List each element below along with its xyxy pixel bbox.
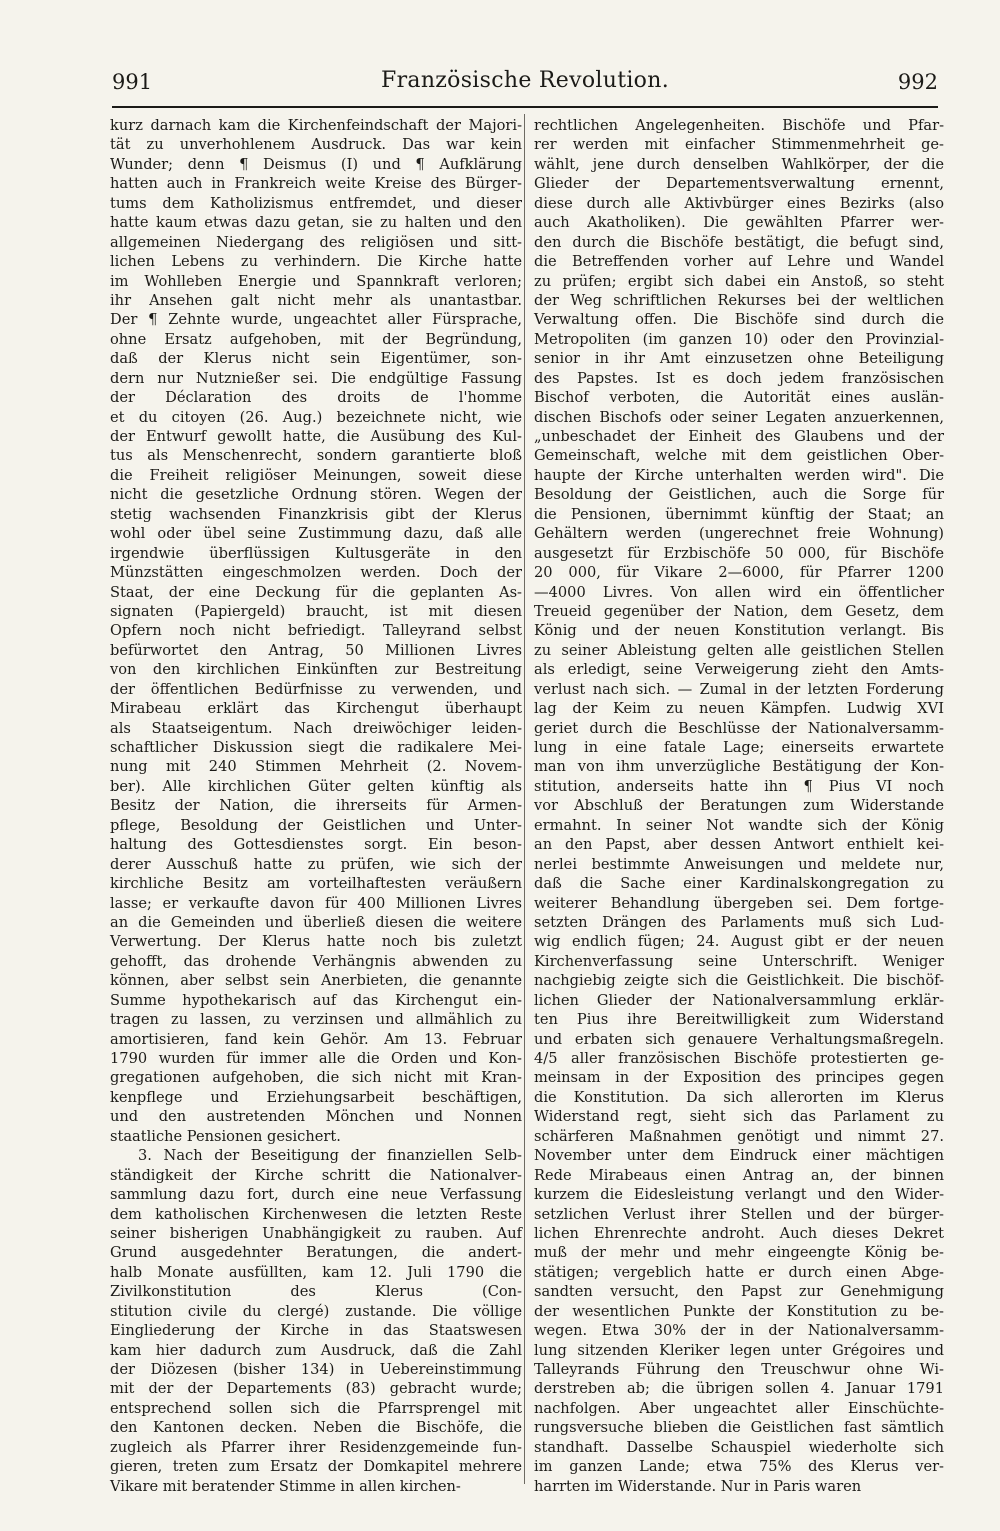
text-line: befürwortet den Antrag, 50 Millionen Livres [110,641,522,659]
text-line: setzten Drängen des Parlaments muß sich Lud- [534,913,944,931]
text-line: amortisieren, fand kein Gehör. Am 13. Februar [110,1030,522,1048]
right-text-column [534,116,944,1496]
text-line: ihr Ansehen galt nicht mehr als unantastbar. [110,291,522,309]
text-line: nerlei bestimmte Anweisungen und meldete nur, [534,855,944,873]
text-line: ständigkeit der Kirche schritt die Nationalver- [110,1166,522,1184]
right-page-number: 992 [897,70,938,94]
text-line: lichen Ehrenrechte androht. Auch dieses Dekret [534,1224,944,1242]
text-line: stitution civile du clergé) zustande. Die völlige [110,1302,522,1320]
text-line: die Konstitution. Da sich allerorten im Klerus [534,1088,944,1106]
text-line: setzlichen Verlust ihrer Stellen und der bürger- [534,1205,944,1223]
text-line: stitution, anderseits hatte ihn ¶ Pius VI noch [534,777,944,795]
text-line: haupte der Kirche unterhalten werden wird". Die [534,466,944,484]
text-line: Kirchenverfassung seine Unterschrift. Weniger [534,952,944,970]
text-line: entsprechend sollen sich die Pfarrsprengel mit [110,1399,522,1417]
text-line: haltung des Gottesdienstes sorgt. Ein beson- [110,836,522,854]
text-line: die Betreffenden vorher auf Lehre und Wandel [534,253,944,271]
text-line: tus als Menschenrecht, sondern garantierte bloß [110,447,522,465]
text-line: kurz darnach kam die Kirchenfeindschaft der Majori- [110,117,522,134]
text-line: rer werden mit einfacher Stimmenmehrheit ge- [534,136,944,154]
text-line: lung in eine fatale Lage; einerseits erwartete [534,739,944,756]
text-line: den Kantonen decken. Neben die Bischöfe, die [110,1419,522,1437]
text-line: kenpflege und Erziehungsarbeit beschäftigen, [110,1088,522,1106]
text-line: derer Ausschuß hatte zu prüfen, wie sich der [110,855,522,873]
text-line: diese durch alle Aktivbürger eines Bezirks (also [534,194,944,212]
text-line: rungsversuche blieben die Geistlichen fast sämtlich [534,1419,944,1437]
text-line: schaftlicher Diskussion siegt die radikalere Mei- [110,739,522,756]
text-line: weiterer Behandlung übergeben sei. Dem fortge- [534,894,944,912]
text-line: als erledigt, seine Verweigerung zieht den Amts- [534,661,944,679]
text-line: Grund ausgedehnter Beratungen, die andert- [110,1244,522,1262]
text-line: sammlung dazu fort, durch eine neue Verfassung [110,1186,522,1204]
text-line: standhaft. Dasselbe Schauspiel wiederholte sich [534,1438,944,1456]
text-line: lasse; er verkaufte davon für 400 Millionen Livres [110,894,522,912]
text-line: Besoldung der Geistlichen, auch die Sorge für [534,486,944,504]
text-line: rechtlichen Angelegenheiten. Bischöfe und Pfar- [534,117,944,134]
text-line: November unter dem Eindruck einer mächtigen [534,1147,944,1165]
header-rule [112,106,938,108]
text-line: an den Papst, aber dessen Antwort enthielt kei- [534,836,944,854]
text-line: Opfern noch nicht befriedigt. Talleyrand selbst [110,622,522,640]
text-line: Wunder; denn ¶ Deismus (I) und ¶ Aufklärung [110,155,522,173]
text-line: auch Akatholiken). Die gewählten Pfarrer wer- [534,214,944,232]
text-line: dem katholischen Kirchenwesen die letzten Reste [110,1205,522,1223]
text-line: seiner bisherigen Unabhängigkeit zu rauben. Auf [110,1224,522,1242]
text-line: Zivilkonstitution des Klerus (Con- [110,1283,522,1301]
text-line: lichen Lebens zu verhindern. Die Kirche hatte [110,253,522,271]
text-line: der Weg schriftlichen Rekurses bei der weltlichen [534,291,944,309]
text-line: signaten (Papiergeld) braucht, ist mit diesen [110,602,522,620]
text-line: Talleyrands Führung den Treuschwur ohne Wi- [534,1361,944,1378]
text-line: Besitz der Nation, die ihrerseits für Armen- [110,797,522,815]
text-line: von den kirchlichen Einkünften zur Bestreitung [110,661,522,679]
text-line: kirchliche Besitz am vorteilhaftesten veräußern [110,875,522,893]
text-line: gehofft, das drohende Verhängnis abwenden zu [110,952,522,970]
text-line: pflege, Besoldung der Geistlichen und Unter- [110,816,522,834]
text-line: stetig wachsenden Finanzkrisis gibt der Klerus [110,505,522,523]
text-line: Münzstätten eingeschmolzen werden. Doch der [110,564,522,582]
text-line: Der ¶ Zehnte wurde, ungeachtet aller Fürsprache, [110,311,522,329]
text-line: meinsam in der Exposition des principes gegen [534,1069,944,1087]
text-line: und den austretenden Mönchen und Nonnen [110,1108,522,1126]
text-line: wig endlich fügen; 24. August gibt er der neuen [534,933,944,951]
text-line: dischen Bischofs oder seiner Legaten anzuerkennen, [534,408,944,426]
text-line: Glieder der Departementsverwaltung ernennt, [534,175,944,193]
text-line: Mirabeau erklärt das Kirchengut überhaupt [110,700,522,718]
text-line: an die Gemeinden und überließ diesen die weitere [110,913,522,931]
text-line: allgemeinen Niedergang des religiösen und sitt- [110,233,522,251]
text-line: geriet durch die Beschlüsse der Nationalversamm- [534,719,944,737]
text-line: derstreben ab; die übrigen sollen 4. Januar 1791 [534,1380,944,1398]
text-line: ermahnt. In seiner Not wandte sich der König [534,816,944,834]
text-line: staatliche Pensionen gesichert. [110,1127,341,1145]
text-line: Summe hypothekarisch auf das Kirchengut ein- [110,991,522,1009]
text-line: gregationen aufgehoben, die sich nicht mit Kran- [110,1069,522,1087]
text-line: ten Pius ihre Bereitwilligkeit zum Widerstand [534,1011,944,1029]
text-line: dern nur Nutznießer sei. Die endgültige Fassung [110,369,522,387]
text-line: wohl oder übel seine Zustimmung dazu, daß alle [110,525,522,543]
text-line: wählt, jene durch denselben Wahlkörper, der die [534,155,944,173]
running-header [112,66,938,100]
text-line: nicht die gesetzliche Ordnung stören. Wegen der [110,486,522,504]
text-line: Widerstand regt, sieht sich das Parlament zu [534,1108,944,1126]
text-line: zu seiner Ableistung gelten alle geistlichen Stellen [534,641,944,659]
text-line: Gehältern werden (ungerechnet freie Wohnung) [534,525,944,543]
text-line: lung sitzenden Kleriker legen unter Grégoires und [534,1341,944,1359]
text-line: Staat, der eine Deckung für die geplanten As- [110,583,522,601]
text-line: der Diözesen (bisher 134) in Uebereinstimmung [110,1361,522,1378]
text-line: muß der mehr und mehr eingeengte König be- [534,1244,944,1262]
text-line: Verwertung. Der Klerus hatte noch bis zuletzt [110,933,522,951]
text-line: 1790 wurden für immer alle die Orden und Kon- [110,1050,522,1067]
text-line: nachgiebig zeigte sich die Geistlichkeit. Die bischöf- [534,972,944,990]
text-line: mit der der Departements (83) gebracht wurde; [110,1380,522,1398]
text-line: halb Monate ausfüllten, kam 12. Juli 1790 die [110,1263,522,1281]
text-line: Gemeinschaft, welche mit dem geistlichen Ober- [534,447,944,465]
text-line: zugleich als Pfarrer ihrer Residenzgemeinde fun- [110,1438,522,1456]
text-line: senior in ihr Amt einzusetzen ohne Beteiligung [534,350,944,368]
text-line: kurzem die Eidesleistung verlangt und den Wider- [534,1186,944,1204]
text-line: verlust nach sich. — Zumal in der letzten Forderung [534,680,944,698]
text-line: daß der Klerus nicht sein Eigentümer, son- [110,350,522,368]
text-line: kam hier dadurch zum Ausdruck, daß die Zahl [110,1341,522,1359]
text-line: lichen Glieder der Nationalversammlung erklär- [534,991,944,1009]
text-line: die Freiheit religiöser Meinungen, soweit diese [110,466,522,484]
running-title: Französische Revolution. [381,68,669,93]
text-line: —4000 Livres. Von allen wird ein öffentlicher [534,583,944,601]
column-divider [524,114,525,1484]
text-line: im Wohlleben Energie und Spannkraft verloren; [110,272,522,290]
text-line: 4/5 aller französischen Bischöfe protestierten ge- [534,1050,944,1067]
text-line: Eingliederung der Kirche in das Staatswesen [110,1322,522,1340]
text-line: et du citoyen (26. Aug.) bezeichnete nicht, wie [110,408,522,426]
text-line: zu prüfen; ergibt sich dabei ein Anstoß, so steht [534,272,944,290]
text-line: und erbaten sich genauere Verhaltungsmaßregeln. [534,1030,944,1048]
text-line: lag der Keim zu neuen Kämpfen. Ludwig XVI [534,700,944,718]
text-line: schärferen Maßnahmen genötigt und nimmt 27. [534,1127,944,1145]
text-line: Treueid gegenüber der Nation, dem Gesetz, dem [534,602,944,620]
text-line: man von ihm unverzügliche Bestätigung der Kon- [534,758,944,776]
text-line: tums dem Katholizismus entfremdet, und dieser [110,194,522,212]
text-line: den durch die Bischöfe bestätigt, die befugt sind, [534,233,944,251]
text-line: gieren, treten zum Ersatz der Domkapitel mehrere [110,1458,522,1476]
text-line: der wesentlichen Punkte der Konstitution zu be- [534,1302,944,1320]
text-line: ausgesetzt für Erzbischöfe 50 000, für Bischöfe [534,544,944,562]
text-line: der Déclaration des droits de l'homme [110,389,522,407]
text-line: stätigen; vergeblich hatte er durch einen Abge- [534,1263,944,1281]
text-line: ohne Ersatz aufgehoben, mit der Begründung, [110,330,522,348]
left-text-column [110,116,522,1496]
text-line: Vikare mit beratender Stimme in allen kirchen- [110,1477,461,1495]
text-line: im ganzen Lande; etwa 75% des Klerus ver- [534,1458,944,1476]
text-line: daß die Sache einer Kardinalskongregation zu [534,875,944,893]
text-line: hatte kaum etwas dazu getan, sie zu halten und den [110,214,522,232]
text-line: irgendwie überflüssigen Kultusgeräte in den [110,544,522,562]
text-line: tät zu unverhohlenem Ausdruck. Das war kein [110,136,522,154]
left-page-number: 991 [112,70,153,94]
text-line: des Papstes. Ist es doch jedem französischen [534,369,944,387]
text-line: Metropoliten (im ganzen 10) oder den Provinzial- [534,330,944,348]
text-line: 20 000, für Vikare 2—6000, für Pfarrer 1200 [534,564,944,582]
text-line: ber). Alle kirchlichen Güter gelten künftig als [110,777,522,795]
text-line: harrten im Widerstande. Nur in Paris waren [534,1477,862,1495]
text-line: „unbeschadet der Einheit des Glaubens und der [534,428,944,445]
text-line: sandten versucht, den Papst zur Genehmigung [534,1283,944,1301]
text-line: der Entwurf gewollt hatte, die Ausübung des Kul- [110,428,522,445]
text-line: vor Abschluß der Beratungen zum Widerstande [534,797,944,815]
text-line: die Pensionen, übernimmt künftig der Staat; an [534,505,944,523]
text-line: wegen. Etwa 30% der in der Nationalversamm- [534,1322,944,1340]
text-line: Rede Mirabeaus einen Antrag an, der binnen [534,1166,944,1184]
text-line: Bischof verboten, die Autorität eines auslän- [534,389,944,407]
text-line: 3. Nach der Beseitigung der finanziellen Selb- [138,1147,522,1165]
text-line: der öffentlichen Bedürfnisse zu verwenden, und [110,680,522,698]
text-line: nachfolgen. Aber ungeachtet aller Einschüchte- [534,1399,944,1417]
text-line: nung mit 240 Stimmen Mehrheit (2. Novem- [110,758,522,776]
text-line: als Staatseigentum. Nach dreiwöchiger leiden- [110,719,522,737]
text-line: tragen zu lassen, zu verzinsen und allmählich zu [110,1011,522,1029]
text-line: hatten auch in Frankreich weite Kreise des Bürger- [110,175,522,193]
text-line: können, aber selbst sein Anerbieten, die genannte [110,972,522,990]
text-line: König und der neuen Konstitution verlangt. Bis [534,622,944,640]
text-line: Verwaltung offen. Die Bischöfe sind durch die [534,311,944,329]
